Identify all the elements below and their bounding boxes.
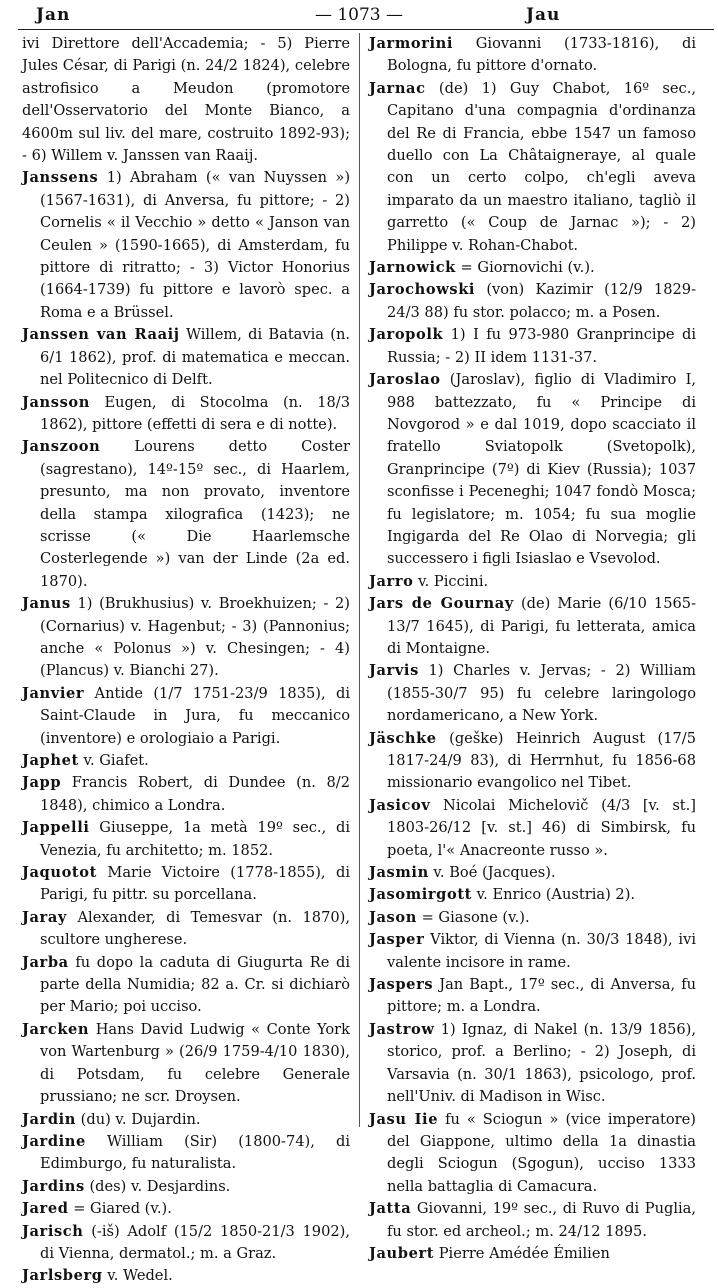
entry-text: v. Giafet. [83,752,149,769]
entry-text: 1) Charles v. Jervas; - 2) William (1855-30/7 95) fu celebre laringologo nordamericano, a New York. [387,662,696,725]
entry-text: (von) Kazimir (12/9 1829-24/3 88) fu stor. polacco; m. a Posen. [387,281,697,321]
entry [369,324,696,369]
entry [22,392,350,437]
entry-text: Giuseppe, 1a metà 19º sec., di Venezia, fu architetto; m. 1852. [40,819,350,859]
entry-text: = Giasone (v.). [421,908,530,926]
entry-headword: Jastrow [369,1020,435,1038]
entry-text: (-iš) Adolf (15/2 1850-21/3 1902), di Vienna, dermatol.; m. a Graz. [40,1222,350,1262]
entry-text: (de) Marie (6/10 1565-13/7 1645), di Parigi, fu letterata, amica di Montaigne. [387,595,697,657]
entry-headword: Jarnowick [369,259,456,277]
entry [22,167,350,324]
entry [22,862,350,907]
entry-text: (du) v. Dujardin. [80,1110,201,1128]
entry [369,279,696,324]
entry-headword: Jaquotot [22,864,97,882]
header-right-guideword: Jau [526,5,561,25]
entry [22,772,350,817]
entry [369,795,696,862]
entry-headword: Jarnac [369,79,426,97]
entry [22,1176,350,1198]
entry-text: Lourens detto Coster (sagrestano), 14º-15º sec., di Haarlem, presunto, ma non provato, inventore della stampa xilografica (1423); ne scrisse (« Die Haarlemsche Costerlegende ») van der Linde (2a ed. 1870). [40,438,350,590]
entry-headword: Jaropolk [369,326,444,344]
entry-text: (Jaroslav), figlio di Vladimiro I, 988 battezzato, fu « Principe di Novgorod » e dal 1019, dopo scacciato il fratello Sviatopolk (Svetopolk), Granprincipe (7º) di Kiev (Russia); 1037 sconfisse i Peceneghi; 1047 fondò Mosca; fu legislatore; m. 1054; fu sua moglie Ingigarda del Re Olao di Norvegia; gli successero i figli Isiaslao e Vsevolod. [387,371,697,568]
entry-text: Nicolai Michelovič (4/3 [v. st.] 1803-26/12 [v. st.] 46) di Simbirsk, fu poeta, l'« Anacreonte russo ». [387,796,697,859]
page-number: — 1073 — [314,5,404,25]
entry-headword: Janssen van Raaij [22,326,180,344]
entry-headword: Jason [369,908,417,926]
entry-headword: Janvier [22,684,85,702]
entry-text: Willem, di Batavia (n. 6/1 1862), prof. di matematica e meccan. nel Politecnico di Delft. [40,326,351,389]
left-column [22,33,351,1285]
entry-headword: Jarlsberg [22,1267,103,1285]
page-header [0,3,718,29]
header-left-guideword: Jan [36,5,71,25]
entry [22,1019,350,1109]
entry-headword: Jaray [22,908,67,926]
entry [22,324,350,391]
entry-headword: Jasu Iie [369,1110,439,1128]
entry [22,1198,350,1220]
entry [369,1198,696,1243]
entry [369,1109,696,1199]
entry [369,369,696,571]
entry [369,884,696,906]
entry-headword: Jasper [369,931,425,949]
entry-text: (de) 1) Guy Chabot, 16º sec., Capitano d'una compagnia d'ordinanza del Re di Francia, ebbe 1547 un famoso duello con La Châtaigneraye, al quale con un certo colpo, ch'egli aveva imparato da un maestro italiano, tagliò il garretto (« Coup de Jarnac »); - 2) Philippe v. Rohan-Chabot. [387,79,697,254]
entry-headword: Jardins [22,1177,85,1195]
entry-headword: Jansson [22,393,90,411]
entry-headword: Jäschke [369,729,437,747]
entry [22,436,350,593]
entry [22,1265,350,1287]
entry-text: = Giared (v.). [73,1200,172,1218]
entry [22,1131,350,1176]
entry-headword: Janszoon [22,438,101,456]
entry [369,728,696,795]
entry-text: Marie Victoire (1778-1855), di Parigi, fu pittr. su porcellana. [40,864,350,904]
entry-text: Alexander, di Temesvar (n. 1870), scultore ungherese. [40,908,350,949]
entry-headword: Jaroslao [369,371,441,389]
entry [369,78,696,257]
header-rule [18,29,714,30]
entry [369,257,696,279]
entry-text: (des) v. Desjardins. [89,1177,231,1195]
entry-headword: Jarisch [22,1222,84,1240]
entry-headword: Jasomirgott [369,886,473,904]
entry-text: fu « Sciogun » (vice imperatore) del Giappone, ultimo della 1a dinastia degli Sciogun (Sgogun), ucciso 1333 nella battaglia di Camacura. [387,1110,696,1195]
entry [369,862,696,884]
entry-headword: Jasicov [369,796,431,814]
entry [22,1109,350,1131]
entry-text: 1) Abraham (« van Nuyssen ») (1567-1631), di Anversa, fu pittore; - 2) Cornelis « il Vecchio » detto « Janson van Ceulen » (1590-1665), di Amsterdam, fu pittore di ritratto; - 3) Victor Honorius (1664-1739) fu pittore e lavorò spec. a Roma e a Brüssel. [40,169,351,321]
entry-headword: Jared [22,1200,69,1218]
entry-text: v. Boé (Jacques). [433,864,556,882]
entry-headword: Jaubert [369,1244,435,1262]
entry-headword: Jarvis [369,662,419,680]
entry [369,907,696,929]
entry-headword: Jardine [22,1132,86,1150]
entry-headword: Jarochowski [369,281,476,299]
entry-text: 1) I fu 973-980 Granprincipe di Russia; - 2) II idem 1131-37. [387,326,697,366]
entry-text: 1) (Brukhusius) v. Broekhuizen; - 2) (Cornarius) v. Hagenbut; - 3) (Pannonius; anche « Polonus ») v. Chesingen; - 4) (Plancus) v. Bianchi 27). [40,595,351,680]
entry-text: ivi Direttore dell'Accademia; - 5) Pierre Jules César, di Parigi (n. 24/2 1824), celebre astrofisico a Meudon (promotore dell'Osservatorio del Monte Bianco, a 4600m sul liv. del mare, costruito 1892-93); - 6) Willem v. Janssen van Raaij. [22,35,350,165]
entry-headword: Jaspers [369,976,434,994]
entry-headword: Janssens [22,169,99,187]
entry [369,1243,696,1265]
entry [22,1221,350,1266]
entry-text: Jan Bapt., 17º sec., di Anversa, fu pittore; m. a Londra. [387,976,696,1016]
entry [369,593,696,660]
entry-text: Giovanni, 19º sec., di Ruvo di Puglia, fu stor. ed archeol.; m. 24/12 1895. [387,1200,697,1240]
entry-text: Antide (1/7 1751-23/9 1835), di Saint-Claude in Jura, fu meccanico (inventore) e orologiaio a Parigi. [40,684,350,747]
entry-headword: Jappelli [22,819,90,837]
column-divider [359,33,360,1127]
entry [22,907,350,952]
entry-text: Eugen, di Stocolma (n. 18/3 1862), pittore (effetti di sera e di notte). [40,393,350,433]
entry-text: 1) Ignaz, di Nakel (n. 13/9 1856), storico, prof. a Berlino; - 2) Joseph, di Varsavia (n. 30/1 1863), psicologo, prof. nell'Univ. di Madison in Wisc. [387,1020,697,1106]
entry-text: v. Enrico (Austria) 2). [476,886,636,904]
entry-headword: Jars de Gournay [369,595,514,613]
entry-text: William (Sir) (1800-74), di Edimburgo, fu naturalista. [40,1132,350,1173]
entry [22,817,350,862]
entry-text: v. Wedel. [107,1267,173,1285]
entry-headword: Jarro [369,572,414,590]
entry [22,593,350,683]
entry [369,1019,696,1109]
entry-text: = Giornovichi (v.). [460,259,595,277]
entry-headword: Jasmin [369,864,429,882]
entry-headword: Jarcken [22,1020,90,1038]
entry-text: v. Piccini. [418,572,489,590]
entry [22,952,350,1019]
entry-headword: Jardin [22,1110,77,1128]
entry-text: (geške) Heinrich August (17/5 1817-24/9 83), di Herrnhut, fu 1856-68 missionario evangolico nel Tibet. [387,729,696,792]
entry [369,33,696,78]
entry-text: Pierre Amédée Émilien [438,1244,610,1262]
entry-text: Francis Robert, di Dundee (n. 8/2 1848), chimico a Londra. [40,774,350,814]
right-column [369,33,697,1262]
entry-text: Hans David Ludwig « Conte York von Wartenburg » (26/9 1759-4/10 1830), di Potsdam, fu celebre Generale prussiano; ne scr. Droysen. [40,1020,350,1106]
entry-text: fu dopo la caduta di Giugurta Re di parte della Numidia; 82 a. Cr. si dichiarò per Mario; poi ucciso. [40,953,351,1016]
entry-headword: Janus [22,595,71,613]
entry-headword: Jarba [22,953,69,971]
entry-headword: Japp [22,774,62,792]
entry-headword: Jatta [369,1200,412,1218]
entry-headword: Japhet [22,752,79,769]
entry [22,33,350,167]
entry [369,929,696,974]
entry [369,660,696,727]
entry [22,750,350,772]
entry [22,683,350,750]
entry-text: Giovanni (1733-1816), di Bologna, fu pittore d'ornato. [387,35,697,75]
entry-headword: Jarmorini [369,35,454,52]
entry [369,974,696,1019]
entry [369,571,696,593]
entry-text: Viktor, di Vienna (n. 30/3 1848), ivi valente incisore in rame. [387,931,696,971]
